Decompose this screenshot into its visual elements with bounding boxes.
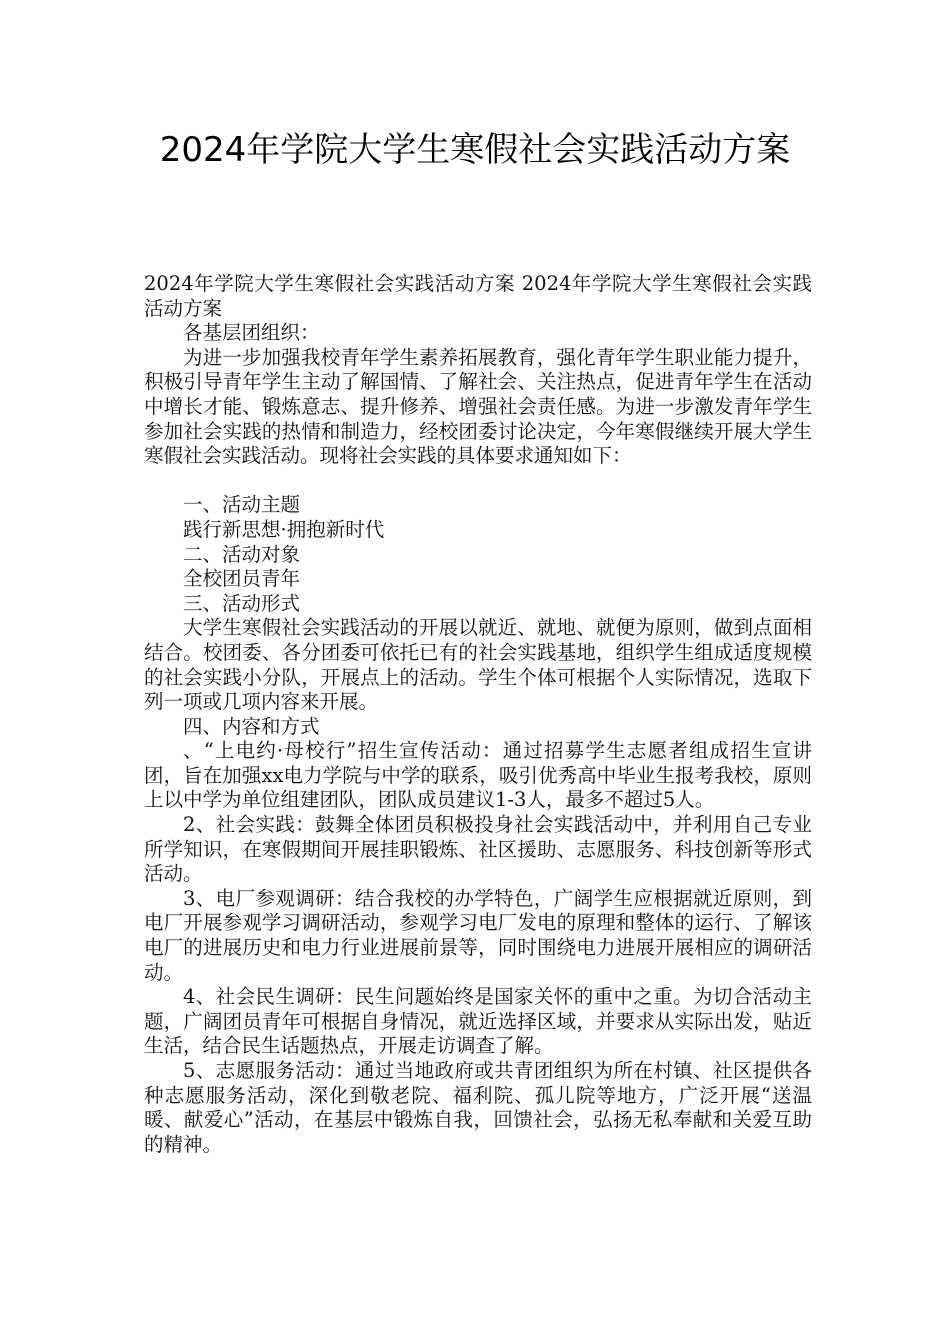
content-item-3: 3、电厂参观调研：结合我校的办学特色，广阔学生应根据就近原则，到电厂开展参观学习调研活动，参观学习电厂发电的原理和整体的运行、了解该电厂的进展历史和电力行业进展前景等，同时围绕电力进展开展相应的调研活动。 — [144, 886, 812, 984]
content-item-1: 、“上电约·母校行”招生宣传活动：通过招募学生志愿者组成招生宣讲团，旨在加强xx电力学院与中学的联系，吸引优秀高中毕业生报考我校，原则上以中学为单位组建团队，团队成员建议1-3人，最多不超过5人。 — [144, 739, 812, 812]
section-heading-format: 三、活动形式 — [183, 591, 301, 615]
section-body-participants: 全校团员青年 — [183, 567, 301, 591]
intro-line: 2024年学院大学生寒假社会实践活动方案 2024年学院大学生寒假社会实践活动方案 — [144, 272, 812, 320]
document-body — [144, 272, 812, 1157]
content-item-2: 2、社会实践：鼓舞全体团员积极投身社会实践活动中，并利用自己专业所学知识，在寒假期间开展挂职锻炼、社区援助、志愿服务、科技创新等形式活动。 — [144, 813, 812, 886]
content-item-4: 4、社会民生调研：民生问题始终是国家关怀的重中之重。为切合活动主题，广阔团员青年可根据自身情况，就近选择区域，并要求从实际出发，贴近生活，结合民生话题热点，开展走访调查了解。 — [144, 985, 812, 1058]
paragraph-spacer — [144, 469, 812, 494]
section-heading-theme: 一、活动主题 — [183, 493, 301, 517]
section-heading-participants: 二、活动对象 — [183, 542, 301, 566]
section-body-format: 大学生寒假社会实践活动的开展以就近、就地、就便为原则，做到点面相结合。校团委、各分团委可依托已有的社会实践基地，组织学生组成适度规模的社会实践小分队，开展点上的活动。学生个体可根据个人实际情况，选取下列一项或几项内容来开展。 — [144, 616, 812, 714]
section-heading-content: 四、内容和方式 — [183, 714, 320, 738]
salutation: 各基层团组织： — [183, 321, 320, 345]
content-item-5: 5、志愿服务活动：通过当地政府或共青团组织为所在村镇、社区提供各种志愿服务活动，深化到敬老院、福利院、孤儿院等地方，广泛开展“送温暖、献爱心”活动，在基层中锻炼自我，回馈社会，弘扬无私奉献和关爱互助的精神。 — [144, 1059, 812, 1156]
opening-paragraph: 为进一步加强我校青年学生素养拓展教育，强化青年学生职业能力提升，积极引导青年学生主动了解国情、了解社会、关注热点，促进青年学生在活动中增长才能、锻炼意志、提升修养、增强社会责任感。为进一步激发青年学生参加社会实践的热情和制造力，经校团委讨论决定，今年寒假继续开展大学生寒假社会实践活动。现将社会实践的具体要求通知如下： — [144, 345, 812, 468]
document-title: 2024年学院大学生寒假社会实践活动方案 — [159, 130, 791, 170]
section-body-theme: 践行新思想·拥抱新时代 — [183, 517, 385, 541]
